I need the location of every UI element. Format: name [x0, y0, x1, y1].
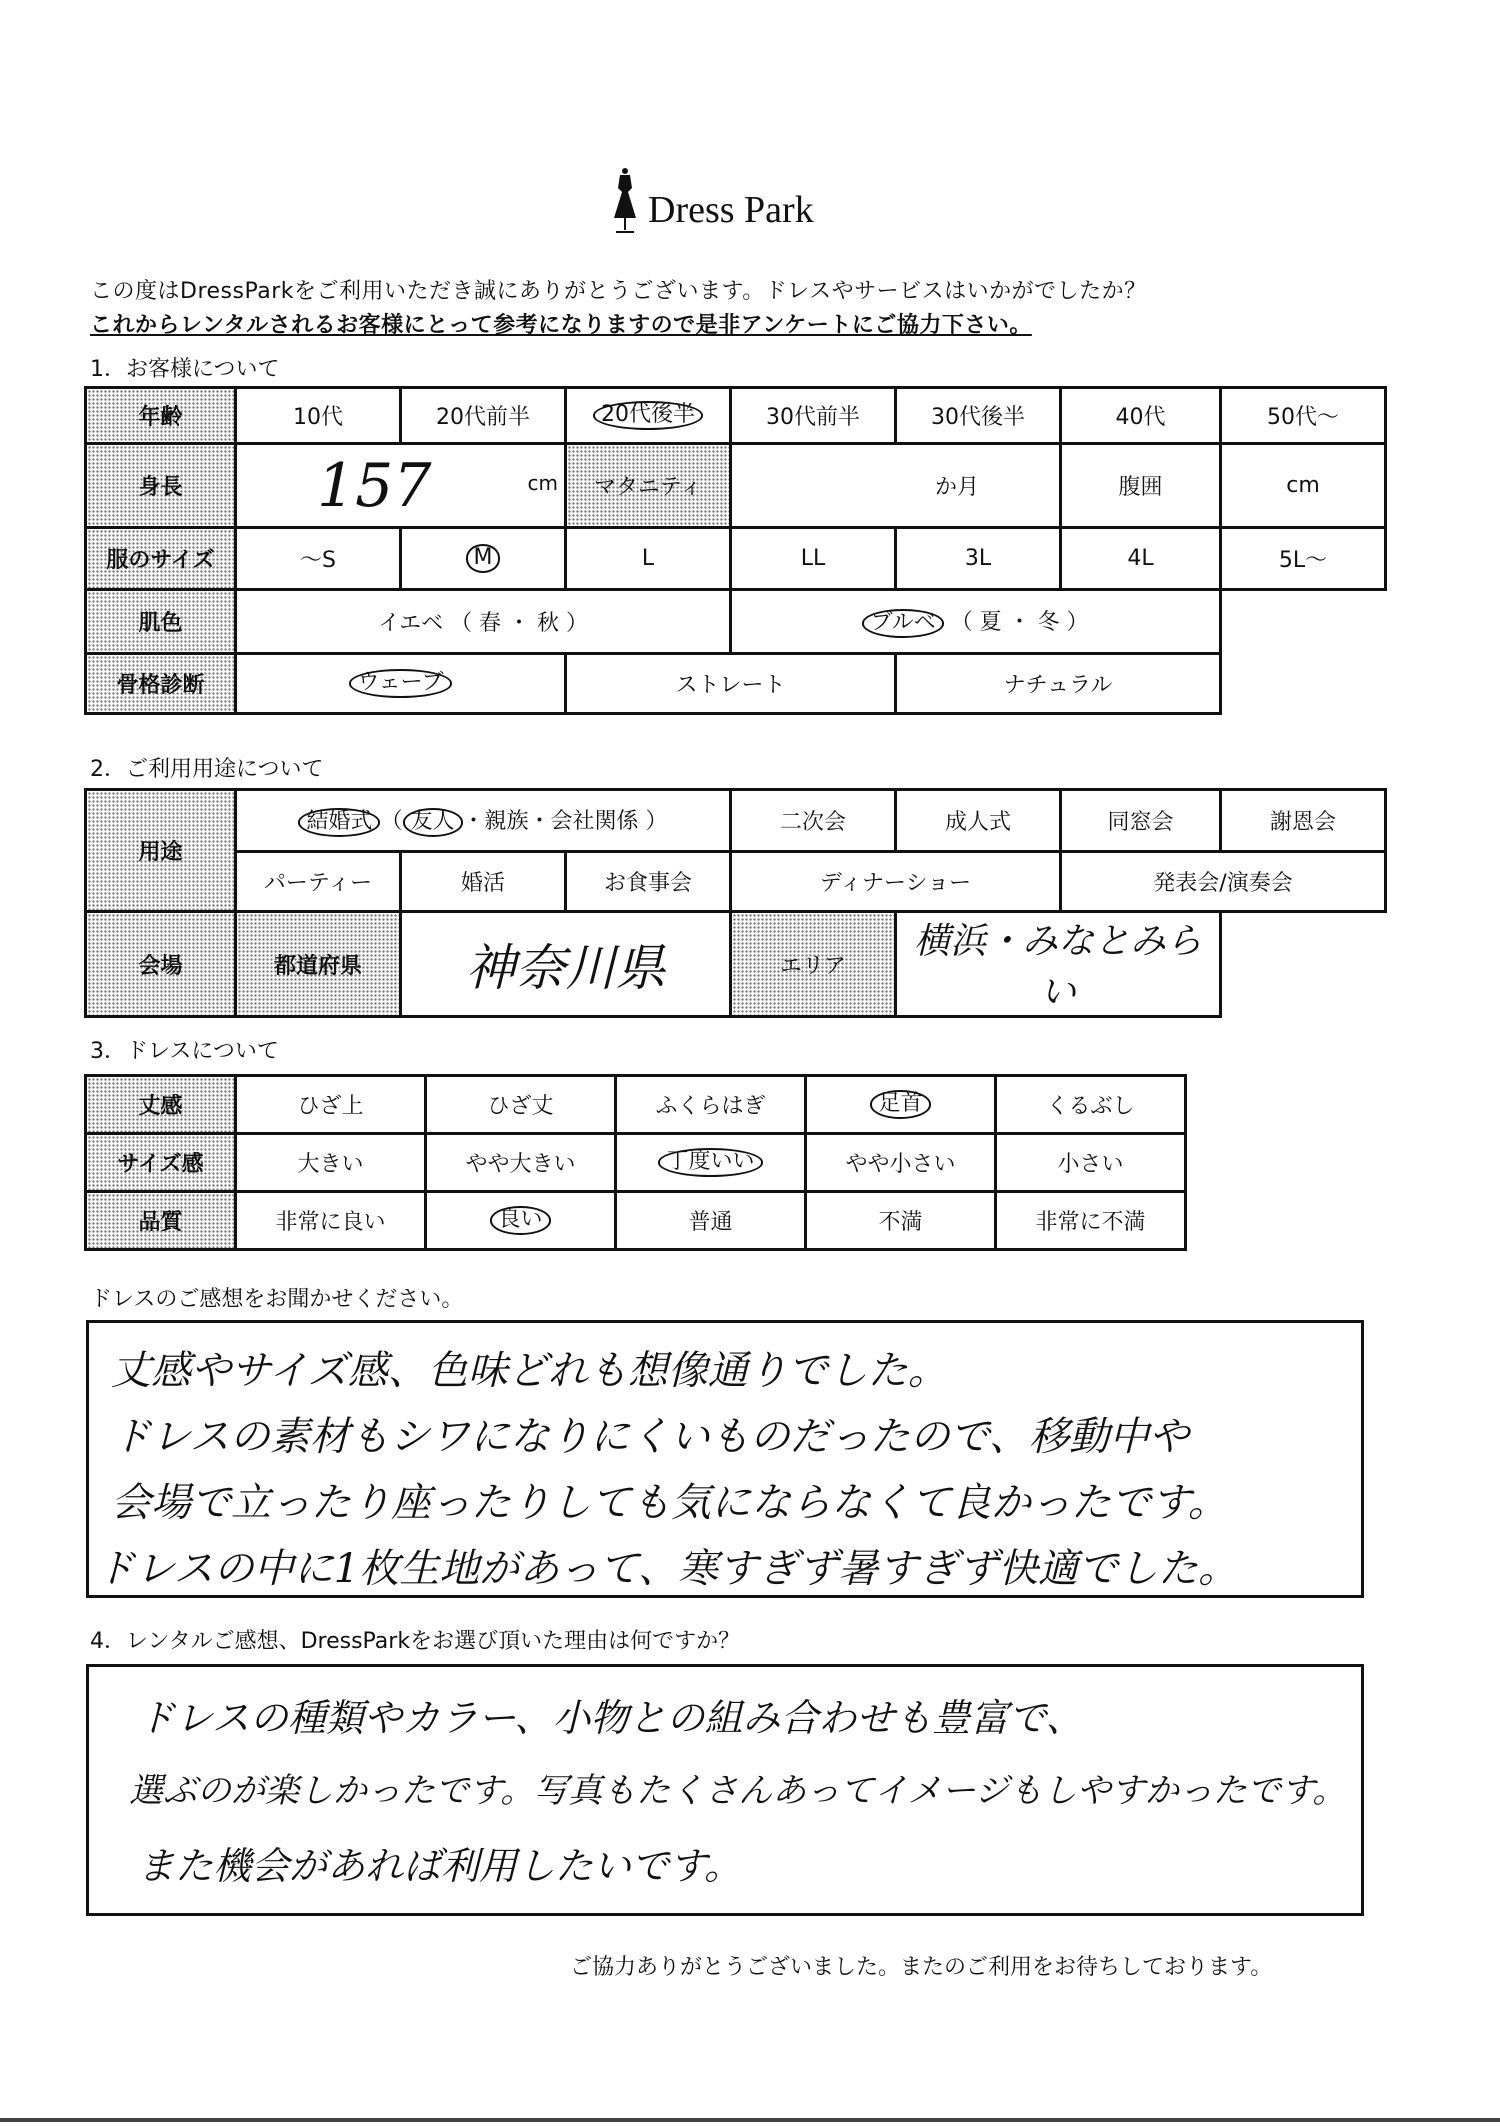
length-option[interactable]: くるぶし [996, 1076, 1186, 1134]
impression-box[interactable] [86, 1320, 1364, 1598]
size-option-selected[interactable] [401, 528, 566, 590]
reason-line: ドレスの種類やカラー、小物との組み合わせも豊富で、 [137, 1696, 1084, 1740]
intro-request: これからレンタルされるお客様にとって参考になりますので是非アンケートにご協力下さい。 [90, 313, 1032, 338]
purpose-option[interactable]: お食事会 [566, 852, 731, 912]
fit-option-selected[interactable] [616, 1134, 806, 1192]
size-option[interactable]: L [566, 528, 731, 590]
dress-table [84, 1074, 1187, 1251]
height-unit: cm [527, 471, 558, 495]
blank-cell [1221, 912, 1386, 1017]
quality-row [86, 1192, 1186, 1250]
fit-option[interactable]: やや小さい [806, 1134, 996, 1192]
age-option[interactable]: 20代前半 [401, 388, 566, 444]
purpose-wedding[interactable] [236, 790, 731, 852]
length-option[interactable]: ひざ上 [236, 1076, 426, 1134]
length-option[interactable]: ふくらはぎ [616, 1076, 806, 1134]
dress-form-icon [608, 166, 642, 236]
area-value[interactable]: 横浜・みなとみらい [896, 912, 1221, 1017]
waist-unit[interactable]: cm [1221, 444, 1386, 528]
fit-row [86, 1134, 1186, 1192]
maternity-label: マタニティ [566, 444, 731, 528]
fit-option[interactable]: 小さい [996, 1134, 1186, 1192]
length-option-selected[interactable] [806, 1076, 996, 1134]
prefecture-value[interactable]: 神奈川県 [401, 912, 731, 1017]
purpose-row-2 [86, 852, 1386, 912]
logo-text: Dress Park [648, 189, 814, 231]
impression-line: 会場で立ったり座ったりしても気にならなくて良かったです。 [111, 1480, 1228, 1526]
size-label: 服のサイズ [86, 528, 236, 590]
customer-table [84, 386, 1387, 715]
closing-thanks: ご協力ありがとうございました。またのご利用をお待ちしております。 [570, 1955, 1273, 1980]
skin-yellow[interactable]: イエベ （ 春 ・ 秋 ） [236, 590, 731, 654]
size-option[interactable]: LL [731, 528, 896, 590]
skin-blue[interactable] [731, 590, 1221, 654]
size-option[interactable]: 4L [1061, 528, 1221, 590]
reason-line: 選ぶのが楽しかったです。写真もたくさんあってイメージもしやすかったです。 [129, 1771, 1347, 1811]
quality-option[interactable]: 普通 [616, 1192, 806, 1250]
fit-option[interactable]: 大きい [236, 1134, 426, 1192]
frame-option[interactable]: ストレート [566, 654, 896, 714]
area-label: エリア [731, 912, 896, 1017]
wedding-open-paren: （ [380, 809, 403, 835]
impression-prompt: ドレスのご感想をお聞かせください。 [90, 1287, 464, 1312]
size-option[interactable]: ～S [236, 528, 401, 590]
frame-option-selected[interactable] [236, 654, 566, 714]
fit-option[interactable]: やや大きい [426, 1134, 616, 1192]
quality-option[interactable]: 非常に良い [236, 1192, 426, 1250]
section4-title: 4．レンタルご感想、DressParkをお選び頂いた理由は何ですか？ [90, 1629, 741, 1654]
purpose-option[interactable]: ディナーショー [731, 852, 1061, 912]
selection-circle: 友人 [403, 808, 463, 836]
section3-title: 3．ドレスについて [90, 1039, 279, 1064]
selection-circle: M [466, 544, 501, 572]
age-row [86, 388, 1386, 444]
selection-circle: 足首 [870, 1090, 930, 1118]
section2-title: 2．ご利用用途について [90, 757, 324, 782]
size-option[interactable]: 5L～ [1221, 528, 1386, 590]
size-option[interactable]: 3L [896, 528, 1061, 590]
frame-label: 骨格診断 [86, 654, 236, 714]
selection-circle: 20代後半 [593, 401, 703, 429]
maternity-months[interactable]: か月 [731, 444, 1061, 528]
purpose-row-1 [86, 790, 1386, 852]
purpose-option[interactable]: パーティー [236, 852, 401, 912]
prefecture-label: 都道府県 [236, 912, 401, 1017]
fit-label: サイズ感 [86, 1134, 236, 1192]
purpose-option[interactable]: 同窓会 [1061, 790, 1221, 852]
skin-blue-seasons: （ 夏 ・ 冬 ） [943, 610, 1089, 636]
blank-cell [1221, 654, 1386, 714]
height-value: 157 [317, 450, 432, 521]
length-option[interactable]: ひざ丈 [426, 1076, 616, 1134]
length-label: 丈感 [86, 1076, 236, 1134]
skin-label: 肌色 [86, 590, 236, 654]
quality-option[interactable]: 非常に不満 [996, 1192, 1186, 1250]
intro-text: この度はDressParkをご利用いただき誠にありがとうございます。ドレスやサービスはいかがでしたか？ [90, 279, 1147, 304]
frame-option[interactable]: ナチュラル [896, 654, 1221, 714]
reason-line: また機会があれば利用したいです。 [137, 1844, 742, 1888]
impression-line: ドレスの中に1枚生地があって、寒すぎず暑すぎず快適でした。 [95, 1546, 1239, 1592]
height-field[interactable] [236, 444, 566, 528]
purpose-option[interactable]: 婚活 [401, 852, 566, 912]
height-row [86, 444, 1386, 528]
venue-label: 会場 [86, 912, 236, 1017]
purpose-option[interactable]: 発表会/演奏会 [1061, 852, 1386, 912]
age-option-selected[interactable] [566, 388, 731, 444]
quality-label: 品質 [86, 1192, 236, 1250]
wedding-relations: ・親族・会社関係 ） [462, 809, 668, 835]
waist-label: 腹囲 [1061, 444, 1221, 528]
venue-row [86, 912, 1386, 1017]
purpose-option[interactable]: 成人式 [896, 790, 1061, 852]
impression-line: 丈感やサイズ感、色味どれも想像通りでした。 [111, 1348, 948, 1394]
selection-circle: ブルベ [862, 609, 943, 637]
purpose-label: 用途 [86, 790, 236, 912]
section1-title: 1．お客様について [90, 357, 280, 382]
frame-row [86, 654, 1386, 714]
scan-edge-line [0, 2118, 1500, 2122]
size-row [86, 528, 1386, 590]
impression-line: ドレスの素材もシワになりにくいものだったので、移動中や [111, 1414, 1189, 1460]
age-option[interactable]: 30代後半 [896, 388, 1061, 444]
age-option[interactable]: 50代～ [1221, 388, 1386, 444]
usage-table [84, 788, 1387, 1018]
age-option[interactable]: 10代 [236, 388, 401, 444]
length-row [86, 1076, 1186, 1134]
selection-circle: 良い [490, 1206, 550, 1234]
age-option[interactable]: 40代 [1061, 388, 1221, 444]
reason-box[interactable] [86, 1664, 1364, 1916]
blank-cell [1221, 590, 1386, 654]
skin-row [86, 590, 1386, 654]
purpose-option[interactable]: 二次会 [731, 790, 896, 852]
purpose-option[interactable]: 謝恩会 [1221, 790, 1386, 852]
dresspark-logo [590, 160, 890, 240]
selection-circle: 結婚式 [298, 808, 380, 836]
selection-circle: ウェーブ [349, 669, 451, 697]
quality-option-selected[interactable] [426, 1192, 616, 1250]
age-label: 年齢 [86, 388, 236, 444]
height-label: 身長 [86, 444, 236, 528]
age-option[interactable]: 30代前半 [731, 388, 896, 444]
selection-circle: 丁度いい [658, 1148, 762, 1176]
quality-option[interactable]: 不満 [806, 1192, 996, 1250]
